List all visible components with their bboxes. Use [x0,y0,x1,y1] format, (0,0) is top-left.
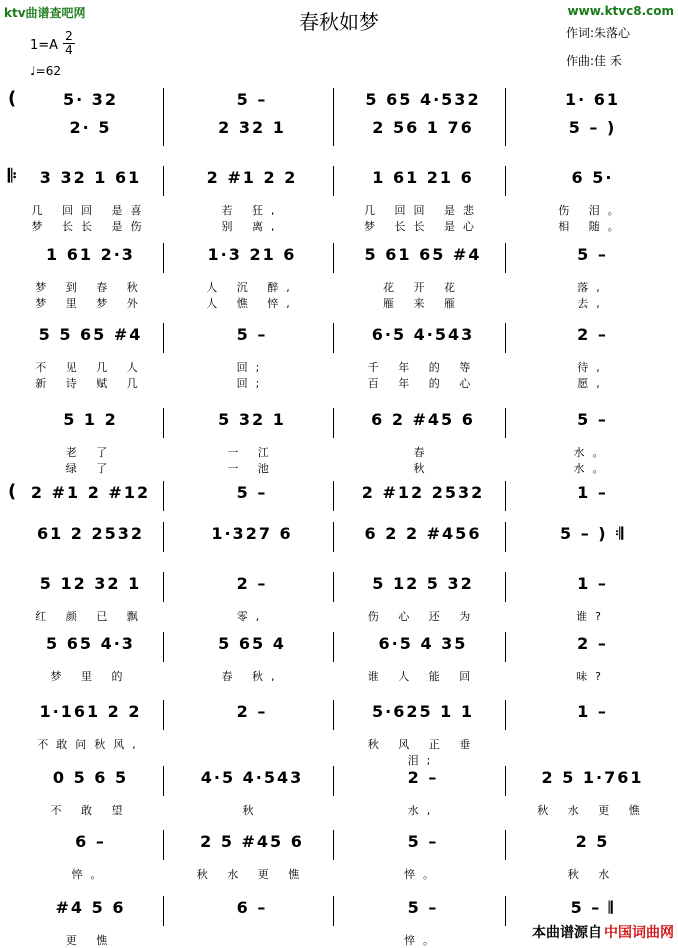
lyric-text: 愿, [577,377,608,390]
measure-notes: 6 5· [571,168,614,187]
lyric-text: 梦 里 梦 外 [35,297,146,310]
measure-notes: 5 12 5 32 [372,574,474,593]
row-open-mark: ( [8,88,17,109]
row-open-mark: 𝄆 [8,166,17,187]
measure-notes: 1 – [577,574,608,593]
lyric-text: 千 年 的 等 [367,361,479,374]
lyric-text: 伤 泪。 [558,204,627,217]
measure-notes: 61 2 2532 [36,524,145,543]
bar-line [505,481,506,511]
measure-notes: 5 – [407,898,439,917]
lyric-text: 绿 了 [65,462,116,475]
bar-line [333,572,334,602]
measure-notes: 5 32 1 [218,410,286,429]
bar-line [505,408,506,438]
measure-notes: 5 – ) [568,118,617,137]
lyric-text: 梦 长长 是心 [364,220,482,233]
meter-bottom: 4 [63,43,75,57]
bar-line [505,632,506,662]
lyricist-credit: 作词:朱落心 [566,26,631,40]
bar-line [333,830,334,860]
measure-notes: 6 – [236,898,268,917]
measure-notes: 2 #1 2 2 [206,168,298,187]
meter-top: 2 [65,29,73,43]
lyric-text: 味? [576,670,609,683]
lyric-text: 几 回回 是喜 [31,204,150,217]
measure-notes: 2 32 1 [218,118,286,137]
bar-line [333,700,334,730]
measure-notes: 5 – [577,410,608,429]
lyric-text: 谁? [576,610,609,623]
measure-notes: 5 – [577,245,608,264]
bar-line [333,323,334,353]
lyric-text: 去, [577,297,608,310]
bar-line [505,830,506,860]
measure-notes: 1·161 2 2 [39,702,142,721]
lyric-text: 伤 心 还 为 [367,610,479,623]
lyric-text: 相 随。 [558,220,627,233]
bar-line [333,766,334,796]
measure-notes: 5·625 1 1 [371,702,474,721]
bar-line [505,166,506,196]
measure-notes: 5 – ) 𝄇 [560,524,625,543]
lyric-text: 更 憔 [65,934,116,947]
lyric-text: 人 沉 醉, [206,281,298,294]
measure-notes: 0 5 6 5 [52,768,129,787]
measure-notes: 5 1 2 [63,410,118,429]
lyric-text: 若 狂, [221,204,283,217]
lyric-text: 秋 [242,804,262,817]
bar-line [505,896,506,926]
lyric-text: 回; [236,361,268,374]
measure-notes: 1·327 6 [211,524,293,543]
bar-line [505,700,506,730]
bar-line [333,896,334,926]
measure-notes: 5 65 4 [218,634,286,653]
lyric-text: 一 池 [227,462,277,475]
measure-notes: 1· 61 [564,90,621,109]
site-url-right[interactable]: www.ktvc8.com [567,4,674,18]
measure-notes: 1 – [577,483,608,502]
lyric-text: 不 敢 望 [50,804,131,817]
lyric-text: 梦 里 的 [50,670,131,683]
lyric-text: 春 秋, [221,670,283,683]
source-brand[interactable]: 中国词曲网 [604,925,674,941]
lyric-text: 别 离, [221,220,283,233]
lyric-text: 梦 到 春 秋 [35,281,146,294]
song-title: 春秋如梦 [299,10,379,34]
row-open-mark: ( [8,481,17,502]
measure-notes: 6 – [75,832,106,851]
measure-notes: 5 65 4·3 [46,634,135,653]
measure-notes: 2 – [577,634,608,653]
measure-notes: 4·5 4·543 [200,768,304,787]
measure-notes: #4 5 6 [55,898,126,917]
measure-notes: 6·5 4·543 [371,325,475,344]
source-label: 本曲谱源自 [532,925,602,941]
lyric-text: 花 开 花 [383,281,463,294]
bar-line [333,408,334,438]
lyric-text: 秋 [413,462,433,475]
lyric-text: 回; [236,377,268,390]
composer-credit: 作曲:佳 禾 [566,54,622,68]
lyric-text: 不 见 几 人 [35,361,146,374]
lyric-text: 水。 [573,446,612,459]
bar-line [333,632,334,662]
lyric-text: 谁 人 能 回 [367,670,479,683]
measure-notes: 5 – 𝄂 [570,898,615,917]
bar-line [505,323,506,353]
lyric-text: 待, [577,361,608,374]
lyric-text: 雁 来 雁 [383,297,463,310]
bar-line [505,243,506,273]
bar-line [505,522,506,552]
measure-notes: 2 5 1·761 [541,768,644,787]
lyric-text: 老 了 [65,446,116,459]
bar-line [505,572,506,602]
lyric-text: 零, [236,610,268,623]
measure-notes: 5· 32 [62,90,119,109]
measure-notes: 6·5 4 35 [378,634,468,653]
lyric-text: 不敢问秋风, [37,738,144,751]
lyric-text: 秋 风 正 垂 泪; [367,738,479,767]
lyric-text: 水。 [573,462,612,475]
time-signature [63,30,75,57]
lyric-text: 几 回回 是悲 [364,204,482,217]
lyric-text: 新 诗 赋 几 [35,377,146,390]
measure-notes: 2 #1 2 #12 [30,483,151,502]
key-signature: 1=A [30,38,59,53]
measure-notes: 5 – [236,483,268,502]
measure-notes: 1 61 2·3 [46,245,135,264]
measure-notes: 5 – [236,90,268,109]
lyric-text: 秋 水 更 憔 [537,804,648,817]
lyric-text: 悴。 [404,934,442,947]
lyric-text: 秋 水 [567,868,618,881]
measure-notes: 5 5 65 #4 [38,325,143,344]
tempo-marking: ♩=62 [30,64,61,78]
bar-line [333,88,334,118]
measure-notes: 2 #12 2532 [361,483,485,502]
lyric-text: 悴。 [71,868,110,881]
bar-line [505,88,506,118]
lyric-text: 悴。 [404,868,442,881]
measure-notes: 1 61 21 6 [372,168,474,187]
measure-notes: 5 61 65 #4 [364,245,482,264]
measure-notes: 2 5 #45 6 [200,832,304,851]
lyric-text: 水, [407,804,439,817]
measure-notes: 2 – [577,325,608,344]
bar-line [333,481,334,511]
lyric-text: 落, [577,281,608,294]
site-logo-left[interactable]: ktv曲谱查吧网 [4,6,86,20]
bar-line [333,116,334,146]
measure-notes: 2 – [236,574,268,593]
lyric-text: 红 颜 已 飘 [35,610,146,623]
measure-notes: 2 56 1 76 [372,118,474,137]
bar-line [333,166,334,196]
measure-notes: 1·3 21 6 [207,245,297,264]
measure-notes: 5 – [407,832,439,851]
bar-line [333,522,334,552]
lyric-text: 一 江 [227,446,277,459]
measure-notes: 5 – [236,325,268,344]
bar-line [505,116,506,146]
measure-notes: 3 32 1 61 [39,168,142,187]
measure-notes: 2 – [236,702,268,721]
bar-line [505,766,506,796]
measure-notes: 6 2 #45 6 [371,410,475,429]
measure-notes: 6 2 2 #456 [364,524,482,543]
lyric-text: 梦 长长 是伤 [31,220,150,233]
bar-line [333,243,334,273]
measure-notes: 2 – [407,768,439,787]
measure-notes: 5 65 4·532 [365,90,481,109]
lyric-text: 百 年 的 心 [367,377,479,390]
measure-notes: 2 5 [575,832,610,851]
measure-notes: 2· 5 [69,118,112,137]
lyric-text: 春 [413,446,433,459]
lyric-text: 秋 水 更 憔 [196,868,308,881]
measure-notes: 5 12 32 1 [39,574,142,593]
measure-notes: 1 – [577,702,608,721]
lyric-text: 人 憔 悴, [206,297,298,310]
